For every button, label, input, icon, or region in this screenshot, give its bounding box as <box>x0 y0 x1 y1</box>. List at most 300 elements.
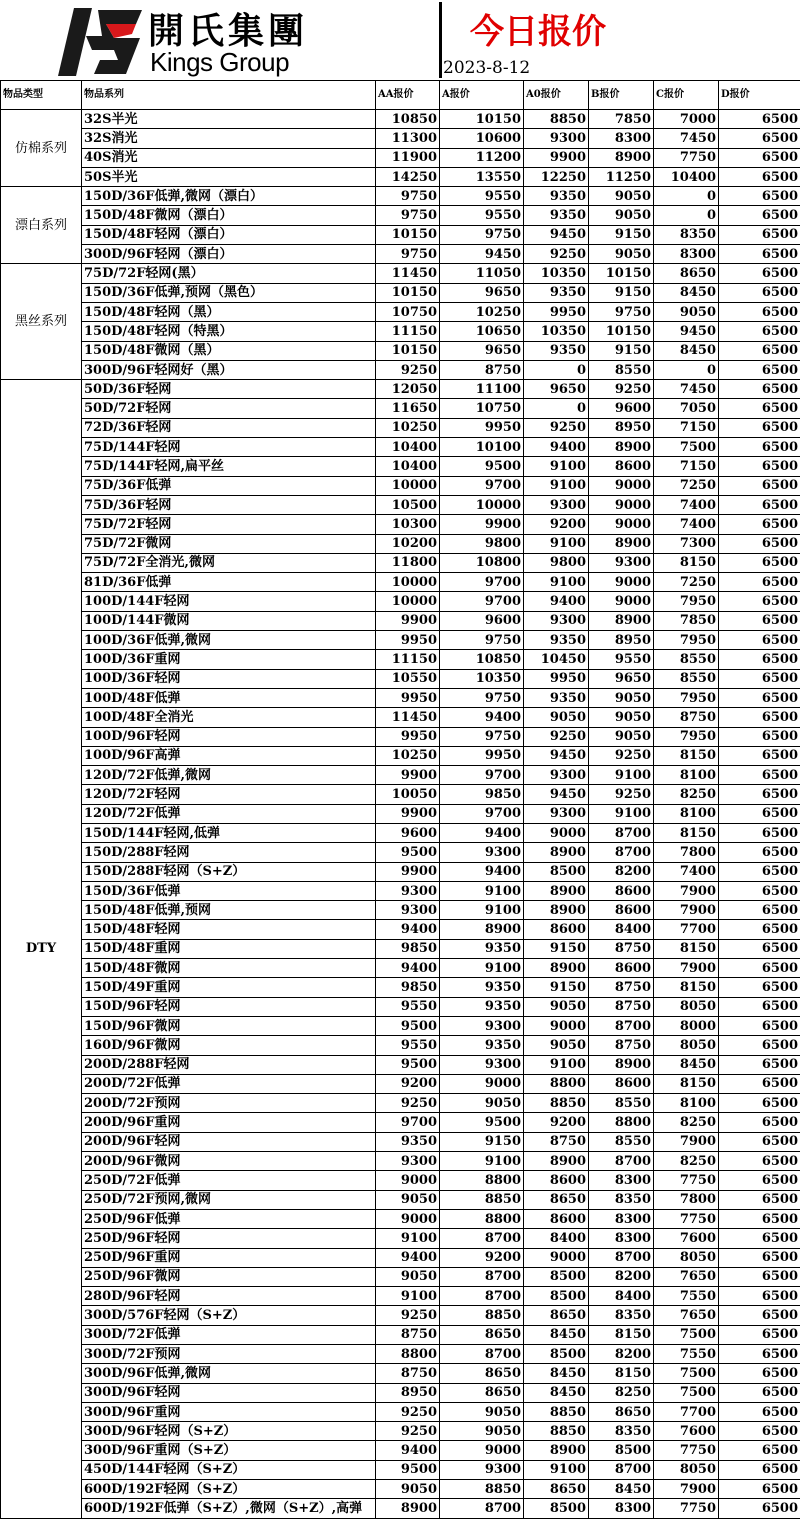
price-cell-d: 6500 <box>719 1209 800 1228</box>
price-cell-aa: 10550 <box>376 669 440 688</box>
price-cell-b: 8550 <box>589 1132 654 1151</box>
price-cell-a0: 8600 <box>524 1171 589 1190</box>
price-cell-d: 6500 <box>719 1441 800 1460</box>
price-cell-a: 8650 <box>440 1364 524 1383</box>
price-cell-a0: 9050 <box>524 708 589 727</box>
table-row <box>1 1036 800 1055</box>
price-cell-a0: 8900 <box>524 959 589 978</box>
price-cell-b: 8450 <box>589 1480 654 1499</box>
price-cell-a: 9600 <box>440 611 524 630</box>
price-cell-aa: 11650 <box>376 399 440 418</box>
price-cell-a0: 8600 <box>524 920 589 939</box>
price-cell-aa: 9250 <box>376 1306 440 1325</box>
price-cell-c: 7400 <box>654 862 719 881</box>
price-cell-a0: 8900 <box>524 901 589 920</box>
price-cell-a0: 10350 <box>524 264 589 283</box>
price-cell-aa: 9400 <box>376 1248 440 1267</box>
column-header-aa: AA报价 <box>376 81 440 110</box>
price-cell-c: 8300 <box>654 245 719 264</box>
price-cell-aa: 11900 <box>376 148 440 167</box>
table-row <box>1 1055 800 1074</box>
price-cell-a: 11200 <box>440 148 524 167</box>
product-name-cell: 600D/192F低弹（S+Z）,微网（S+Z）,高弹 <box>82 1499 376 1518</box>
price-cell-d: 6500 <box>719 920 800 939</box>
product-name-cell: 81D/36F低弹 <box>82 573 376 592</box>
table-row <box>1 1267 800 1286</box>
price-cell-a0: 9350 <box>524 688 589 707</box>
price-cell-b: 8300 <box>589 1499 654 1518</box>
price-cell-d: 6500 <box>719 225 800 244</box>
price-cell-a: 9100 <box>440 881 524 900</box>
price-cell-a: 9500 <box>440 457 524 476</box>
price-cell-aa: 9850 <box>376 978 440 997</box>
table-row <box>1 187 800 206</box>
price-cell-a: 8750 <box>440 360 524 379</box>
price-cell-c: 9050 <box>654 302 719 321</box>
price-cell-b: 8750 <box>589 939 654 958</box>
price-table-body <box>1 110 800 1519</box>
company-logo <box>58 8 328 76</box>
table-row <box>1 283 800 302</box>
price-cell-b: 8700 <box>589 823 654 842</box>
table-row <box>1 1306 800 1325</box>
table-row <box>1 804 800 823</box>
price-cell-aa: 9550 <box>376 997 440 1016</box>
price-cell-c: 8150 <box>654 823 719 842</box>
price-cell-d: 6500 <box>719 245 800 264</box>
column-header-series: 物品系列 <box>82 81 376 110</box>
price-cell-b: 8600 <box>589 959 654 978</box>
product-name-cell: 600D/192F轻网（S+Z） <box>82 1480 376 1499</box>
product-name-cell: 120D/72F低弹,微网 <box>82 766 376 785</box>
product-name-cell: 75D/144F轻网 <box>82 438 376 457</box>
price-cell-a: 9800 <box>440 534 524 553</box>
price-cell-c: 7000 <box>654 110 719 129</box>
price-cell-a: 10650 <box>440 322 524 341</box>
price-cell-d: 6500 <box>719 110 800 129</box>
column-header-d: D报价 <box>719 81 800 110</box>
price-cell-d: 6500 <box>719 746 800 765</box>
price-cell-c: 7750 <box>654 1209 719 1228</box>
price-cell-b: 8600 <box>589 881 654 900</box>
price-cell-d: 6500 <box>719 688 800 707</box>
price-cell-a0: 9400 <box>524 438 589 457</box>
table-row <box>1 302 800 321</box>
price-cell-d: 6500 <box>719 823 800 842</box>
table-row <box>1 438 800 457</box>
price-cell-d: 6500 <box>719 399 800 418</box>
price-cell-b: 9050 <box>589 708 654 727</box>
price-cell-b: 9150 <box>589 283 654 302</box>
price-cell-c: 8100 <box>654 804 719 823</box>
table-row <box>1 1441 800 1460</box>
product-name-cell: 250D/96F微网 <box>82 1267 376 1286</box>
price-cell-c: 7450 <box>654 129 719 148</box>
table-row <box>1 959 800 978</box>
product-name-cell: 120D/72F低弹 <box>82 804 376 823</box>
product-name-cell: 150D/48F轻网（黑） <box>82 302 376 321</box>
product-name-cell: 150D/288F轻网 <box>82 843 376 862</box>
price-cell-a: 8700 <box>440 1267 524 1286</box>
price-cell-a: 8850 <box>440 1480 524 1499</box>
price-cell-a: 9350 <box>440 939 524 958</box>
price-cell-d: 6500 <box>719 862 800 881</box>
product-name-cell: 50S半光 <box>82 167 376 186</box>
price-cell-a0: 9050 <box>524 997 589 1016</box>
price-cell-c: 7550 <box>654 1345 719 1364</box>
price-cell-d: 6500 <box>719 1171 800 1190</box>
price-cell-d: 6500 <box>719 1094 800 1113</box>
price-cell-b: 8700 <box>589 1460 654 1479</box>
price-cell-a: 9350 <box>440 997 524 1016</box>
product-name-cell: 75D/72F全消光,微网 <box>82 553 376 572</box>
price-cell-c: 7750 <box>654 1171 719 1190</box>
price-cell-aa: 9300 <box>376 1152 440 1171</box>
price-cell-d: 6500 <box>719 843 800 862</box>
product-name-cell: 75D/72F轻网 <box>82 515 376 534</box>
price-cell-a0: 12250 <box>524 167 589 186</box>
price-cell-a0: 9350 <box>524 283 589 302</box>
price-cell-d: 6500 <box>719 380 800 399</box>
product-name-cell: 150D/48F微网 <box>82 959 376 978</box>
price-cell-d: 6500 <box>719 283 800 302</box>
table-row <box>1 1074 800 1093</box>
quote-date: 2023-8-12 <box>443 58 530 78</box>
price-cell-b: 8300 <box>589 129 654 148</box>
price-cell-aa: 9850 <box>376 939 440 958</box>
price-cell-a: 9050 <box>440 1094 524 1113</box>
price-cell-c: 7750 <box>654 1499 719 1518</box>
price-cell-a: 9300 <box>440 843 524 862</box>
table-row <box>1 978 800 997</box>
price-cell-d: 6500 <box>719 476 800 495</box>
price-cell-aa: 10200 <box>376 534 440 553</box>
price-cell-c: 7750 <box>654 148 719 167</box>
price-cell-b: 9250 <box>589 746 654 765</box>
price-cell-a: 8850 <box>440 1306 524 1325</box>
table-row <box>1 167 800 186</box>
price-cell-aa: 10500 <box>376 495 440 514</box>
price-cell-a0: 8850 <box>524 110 589 129</box>
price-cell-aa: 8950 <box>376 1383 440 1402</box>
table-row <box>1 1209 800 1228</box>
price-cell-a: 10250 <box>440 302 524 321</box>
table-row <box>1 418 800 437</box>
price-cell-a0: 9200 <box>524 1113 589 1132</box>
price-cell-a: 9050 <box>440 1402 524 1421</box>
price-cell-b: 8950 <box>589 418 654 437</box>
price-cell-d: 6500 <box>719 669 800 688</box>
price-cell-a0: 8500 <box>524 1345 589 1364</box>
price-cell-c: 8550 <box>654 650 719 669</box>
price-cell-aa: 11450 <box>376 264 440 283</box>
table-row <box>1 1229 800 1248</box>
price-cell-aa: 9200 <box>376 1074 440 1093</box>
product-name-cell: 75D/36F低弹 <box>82 476 376 495</box>
price-cell-b: 9000 <box>589 573 654 592</box>
price-cell-a0: 9000 <box>524 823 589 842</box>
price-cell-c: 7600 <box>654 1422 719 1441</box>
price-cell-b: 8900 <box>589 148 654 167</box>
price-cell-d: 6500 <box>719 901 800 920</box>
price-cell-d: 6500 <box>719 959 800 978</box>
price-cell-b: 9100 <box>589 804 654 823</box>
price-cell-b: 9300 <box>589 553 654 572</box>
price-cell-d: 6500 <box>719 264 800 283</box>
price-cell-d: 6500 <box>719 1152 800 1171</box>
price-cell-a0: 9150 <box>524 978 589 997</box>
price-cell-a: 10750 <box>440 399 524 418</box>
price-cell-b: 8600 <box>589 1074 654 1093</box>
price-cell-a0: 9050 <box>524 1036 589 1055</box>
price-cell-aa: 9300 <box>376 901 440 920</box>
price-cell-a: 9650 <box>440 341 524 360</box>
price-cell-d: 6500 <box>719 1306 800 1325</box>
price-cell-a0: 9100 <box>524 1055 589 1074</box>
price-cell-a0: 8450 <box>524 1364 589 1383</box>
product-name-cell: 200D/72F预网 <box>82 1094 376 1113</box>
price-cell-c: 7950 <box>654 631 719 650</box>
price-cell-c: 8100 <box>654 1094 719 1113</box>
price-cell-c: 7050 <box>654 399 719 418</box>
price-table <box>0 80 800 1519</box>
price-cell-a0: 10350 <box>524 322 589 341</box>
price-cell-aa: 9900 <box>376 611 440 630</box>
table-row <box>1 515 800 534</box>
price-cell-a0: 8900 <box>524 843 589 862</box>
table-row <box>1 495 800 514</box>
product-name-cell: 40S消光 <box>82 148 376 167</box>
product-name-cell: 150D/36F低弹 <box>82 881 376 900</box>
column-header-c: C报价 <box>654 81 719 110</box>
price-cell-c: 8050 <box>654 1036 719 1055</box>
price-cell-d: 6500 <box>719 1132 800 1151</box>
price-cell-d: 6500 <box>719 187 800 206</box>
price-cell-c: 8450 <box>654 341 719 360</box>
product-name-cell: 150D/49F重网 <box>82 978 376 997</box>
product-name-cell: 300D/96F重网 <box>82 1402 376 1421</box>
price-cell-aa: 9750 <box>376 245 440 264</box>
logo-chinese-name: 開氏集團 <box>148 12 308 50</box>
price-cell-d: 6500 <box>719 881 800 900</box>
price-cell-a0: 9250 <box>524 245 589 264</box>
price-cell-b: 8200 <box>589 862 654 881</box>
price-cell-a0: 9400 <box>524 592 589 611</box>
product-name-cell: 150D/36F低弹,预网（黑色） <box>82 283 376 302</box>
table-row <box>1 225 800 244</box>
column-header-b: B报价 <box>589 81 654 110</box>
price-cell-c: 7800 <box>654 843 719 862</box>
price-cell-a0: 9900 <box>524 148 589 167</box>
price-cell-aa: 9700 <box>376 1113 440 1132</box>
price-cell-aa: 8900 <box>376 1499 440 1518</box>
table-row <box>1 920 800 939</box>
price-cell-a: 9700 <box>440 573 524 592</box>
price-cell-c: 8450 <box>654 1055 719 1074</box>
price-cell-d: 6500 <box>719 1248 800 1267</box>
price-cell-b: 8750 <box>589 1036 654 1055</box>
product-name-cell: 300D/72F预网 <box>82 1345 376 1364</box>
price-cell-b: 9550 <box>589 650 654 669</box>
product-name-cell: 300D/96F轻网好（黑） <box>82 360 376 379</box>
price-cell-a0: 8850 <box>524 1402 589 1421</box>
price-cell-d: 6500 <box>719 611 800 630</box>
product-name-cell: 300D/96F重网（S+Z） <box>82 1441 376 1460</box>
table-row <box>1 766 800 785</box>
price-cell-a0: 9450 <box>524 746 589 765</box>
price-cell-c: 7400 <box>654 495 719 514</box>
price-cell-a0: 9350 <box>524 206 589 225</box>
price-cell-a: 9050 <box>440 1422 524 1441</box>
price-cell-a: 8700 <box>440 1345 524 1364</box>
price-cell-c: 8050 <box>654 1460 719 1479</box>
table-row <box>1 592 800 611</box>
price-cell-c: 8150 <box>654 939 719 958</box>
price-cell-d: 6500 <box>719 727 800 746</box>
price-cell-a0: 8650 <box>524 1190 589 1209</box>
price-cell-aa: 9050 <box>376 1480 440 1499</box>
product-name-cell: 100D/36F轻网 <box>82 669 376 688</box>
price-cell-d: 6500 <box>719 1364 800 1383</box>
price-cell-aa: 14250 <box>376 167 440 186</box>
price-cell-b: 11250 <box>589 167 654 186</box>
price-cell-a: 9750 <box>440 688 524 707</box>
price-cell-d: 6500 <box>719 1287 800 1306</box>
price-cell-a0: 8900 <box>524 1441 589 1460</box>
product-name-cell: 300D/96F低弹,微网 <box>82 1364 376 1383</box>
product-name-cell: 200D/288F轻网 <box>82 1055 376 1074</box>
price-cell-d: 6500 <box>719 1055 800 1074</box>
price-cell-a: 11050 <box>440 264 524 283</box>
product-name-cell: 32S半光 <box>82 110 376 129</box>
price-cell-a: 9300 <box>440 1055 524 1074</box>
product-name-cell: 150D/48F轻网 <box>82 920 376 939</box>
table-row <box>1 1402 800 1421</box>
price-cell-a: 9900 <box>440 515 524 534</box>
price-cell-aa: 9050 <box>376 1267 440 1286</box>
price-cell-b: 10150 <box>589 322 654 341</box>
price-cell-d: 6500 <box>719 1460 800 1479</box>
table-row <box>1 631 800 650</box>
price-cell-b: 9000 <box>589 592 654 611</box>
price-cell-aa: 9400 <box>376 959 440 978</box>
table-row <box>1 245 800 264</box>
product-name-cell: 250D/72F低弹 <box>82 1171 376 1190</box>
price-cell-a0: 9100 <box>524 476 589 495</box>
product-name-cell: 150D/36F低弹,微网（漂白） <box>82 187 376 206</box>
category-cell: 黑丝系列 <box>1 264 82 380</box>
price-cell-a: 10600 <box>440 129 524 148</box>
price-cell-a0: 8500 <box>524 1267 589 1286</box>
price-cell-a: 10800 <box>440 553 524 572</box>
price-cell-d: 6500 <box>719 1325 800 1344</box>
price-cell-d: 6500 <box>719 322 800 341</box>
price-cell-b: 8150 <box>589 1364 654 1383</box>
price-cell-b: 9000 <box>589 476 654 495</box>
price-cell-c: 8250 <box>654 1113 719 1132</box>
price-cell-c: 8350 <box>654 225 719 244</box>
price-cell-a0: 9950 <box>524 302 589 321</box>
table-row <box>1 1248 800 1267</box>
table-row <box>1 650 800 669</box>
price-cell-b: 8900 <box>589 1055 654 1074</box>
price-cell-aa: 10250 <box>376 418 440 437</box>
price-cell-d: 6500 <box>719 341 800 360</box>
product-name-cell: 200D/96F重网 <box>82 1113 376 1132</box>
table-row <box>1 669 800 688</box>
price-cell-aa: 10400 <box>376 457 440 476</box>
product-name-cell: 150D/48F轻网（漂白） <box>82 225 376 244</box>
price-cell-a: 9700 <box>440 766 524 785</box>
price-cell-c: 9450 <box>654 322 719 341</box>
table-row <box>1 380 800 399</box>
product-name-cell: 200D/72F低弹 <box>82 1074 376 1093</box>
price-cell-b: 9600 <box>589 399 654 418</box>
price-cell-b: 9250 <box>589 380 654 399</box>
price-cell-c: 7900 <box>654 901 719 920</box>
price-cell-d: 6500 <box>719 1016 800 1035</box>
price-cell-a0: 10450 <box>524 650 589 669</box>
header-divider <box>439 2 442 78</box>
price-cell-c: 8250 <box>654 1152 719 1171</box>
column-header-a: A报价 <box>440 81 524 110</box>
price-cell-aa: 9750 <box>376 187 440 206</box>
table-row <box>1 1113 800 1132</box>
price-cell-a: 9150 <box>440 1132 524 1151</box>
price-cell-a0: 9100 <box>524 1460 589 1479</box>
price-cell-a0: 9100 <box>524 573 589 592</box>
price-cell-a0: 9200 <box>524 515 589 534</box>
price-cell-a: 9750 <box>440 727 524 746</box>
price-cell-c: 7950 <box>654 727 719 746</box>
product-name-cell: 280D/96F轻网 <box>82 1287 376 1306</box>
price-cell-b: 9000 <box>589 515 654 534</box>
product-name-cell: 200D/96F轻网 <box>82 1132 376 1151</box>
product-name-cell: 100D/48F全消光 <box>82 708 376 727</box>
page-title: 今日报价 <box>470 12 606 52</box>
price-cell-a0: 8600 <box>524 1209 589 1228</box>
price-cell-a: 9000 <box>440 1074 524 1093</box>
price-cell-b: 8200 <box>589 1267 654 1286</box>
price-cell-aa: 9900 <box>376 804 440 823</box>
price-cell-aa: 9500 <box>376 1055 440 1074</box>
price-cell-aa: 9300 <box>376 881 440 900</box>
product-name-cell: 75D/72F微网 <box>82 534 376 553</box>
price-cell-b: 9000 <box>589 495 654 514</box>
product-name-cell: 300D/72F低弹 <box>82 1325 376 1344</box>
page-header <box>0 0 800 80</box>
price-cell-a: 9650 <box>440 283 524 302</box>
price-cell-a0: 8850 <box>524 1094 589 1113</box>
price-cell-c: 8550 <box>654 669 719 688</box>
price-cell-d: 6500 <box>719 1074 800 1093</box>
price-cell-b: 8750 <box>589 978 654 997</box>
price-cell-d: 6500 <box>719 1402 800 1421</box>
product-name-cell: 150D/48F重网 <box>82 939 376 958</box>
table-row <box>1 611 800 630</box>
table-row <box>1 534 800 553</box>
price-cell-d: 6500 <box>719 167 800 186</box>
price-cell-d: 6500 <box>719 592 800 611</box>
table-row <box>1 1171 800 1190</box>
price-cell-a: 10350 <box>440 669 524 688</box>
product-name-cell: 75D/36F轻网 <box>82 495 376 514</box>
product-name-cell: 250D/96F轻网 <box>82 1229 376 1248</box>
product-name-cell: 32S消光 <box>82 129 376 148</box>
price-cell-c: 7150 <box>654 457 719 476</box>
price-cell-aa: 9050 <box>376 1190 440 1209</box>
price-cell-b: 8300 <box>589 1171 654 1190</box>
